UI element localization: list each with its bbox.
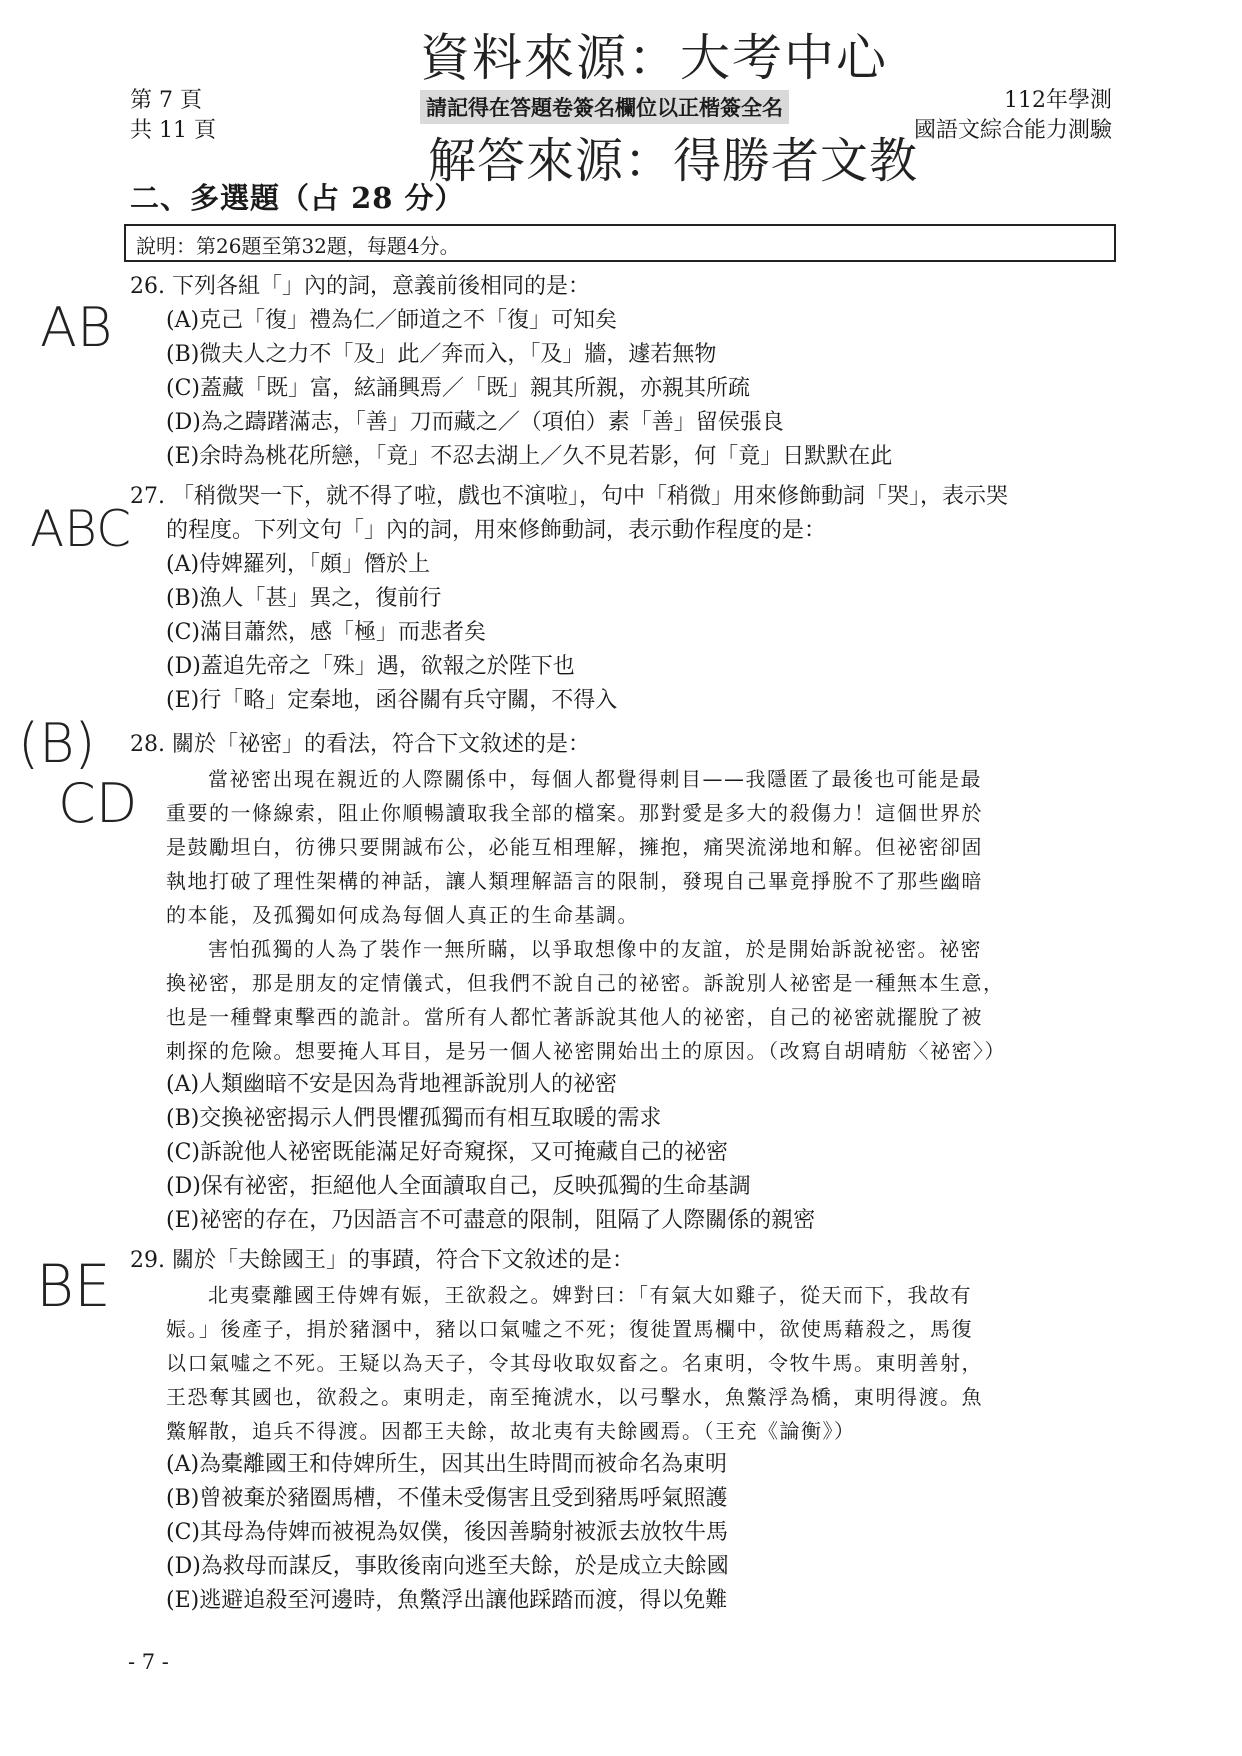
handwritten-answer-source-note: 解答來源：得勝者文教 [428, 133, 919, 189]
handwritten-source-note: 資料來源：大考中心 [420, 29, 888, 87]
option-b: (B)曾被棄於豬圈馬槽，不僅未受傷害且受到豬馬呼氣照護 [166, 1486, 728, 1511]
handwritten-answer-27: ABC [30, 500, 131, 558]
section-title: 二、多選題（占 28 分） [130, 181, 465, 215]
question-28-passage [166, 762, 1006, 1068]
passage-line: 娠。」後產子，捐於豬溷中，豬以口氣噓之不死；復徙置馬欄中，欲使馬藉殺之，馬復 [166, 1317, 973, 1341]
option-a: (A)人類幽暗不安是因為背地裡訴說別人的祕密 [166, 1072, 618, 1097]
section-note: 說明：第26題至第32題，每題4分。 [124, 224, 1116, 262]
passage-line: 王恐奪其國也，欲殺之。東明走，南至掩淲水，以弓擊水，魚鱉浮為橋，東明得渡。魚 [166, 1385, 983, 1409]
question-29-stem: 29. 關於「夫餘國王」的事蹟，符合下文敘述的是： [130, 1248, 634, 1273]
option-d: (D)保有祕密，拒絕他人全面讀取自己，反映孤獨的生命基調 [166, 1174, 751, 1199]
option-d: (D)為救母而謀反，事敗後南向逃至夫餘，於是成立夫餘國 [166, 1554, 729, 1579]
option-e: (E)祕密的存在，乃因語言不可盡意的限制，阻隔了人際關係的親密 [166, 1208, 816, 1233]
option-e: (E)行「略」定秦地，函谷關有兵守關，不得入 [166, 688, 618, 713]
question-26-options [166, 304, 892, 474]
page-total: 共 11 頁 [130, 118, 216, 143]
passage-line: 刺探的危險。想要掩人耳目，是另一個人祕密開始出土的原因。（改寫自胡晴舫〈祕密〉） [166, 1039, 1006, 1063]
question-27-stem [130, 480, 1008, 548]
passage-line: 也是一種聲東擊西的詭計。當所有人都忙著訴說其他人的祕密，自己的祕密就擺脫了被 [166, 1005, 983, 1029]
passage-line: 害怕孤獨的人為了裝作一無所瞞，以爭取想像中的友誼，於是開始訴說祕密。祕密 [208, 937, 982, 961]
question-28-options [166, 1068, 815, 1238]
option-c: (C)其母為侍婢而被視為奴僕，後因善騎射被派去放牧牛馬 [166, 1520, 729, 1545]
passage-line: 重要的一條線索，阻止你順暢讀取我全部的檔案。那對愛是多大的殺傷力！這個世界於 [166, 801, 983, 825]
signature-reminder: 請記得在答題卷簽名欄位以正楷簽全名 [420, 90, 789, 124]
stem-line: 27. 「稍微哭一下，就不得了啦，戲也不演啦」，句中「稍微」用來修飾動詞「哭」，表示哭 [130, 484, 1008, 509]
passage-line: 鱉解散，追兵不得渡。因都王夫餘，故北夷有夫餘國焉。（王充《論衡》） [166, 1419, 856, 1443]
handwritten-answer-26: AB [40, 296, 113, 359]
passage-line: 當祕密出現在親近的人際關係中，每個人都覺得刺目——我隱匿了最後也可能是最 [208, 767, 982, 791]
page-marker: - 7 - [128, 1650, 169, 1674]
option-c: (C)訴說他人祕密既能滿足好奇窺探，又可掩藏自己的祕密 [166, 1140, 729, 1165]
option-d: (D)為之躊躇滿志，「善」刀而藏之／（項伯）素「善」留侯張良 [166, 410, 784, 435]
option-a: (A)侍婢羅列，「頗」僭於上 [166, 552, 431, 577]
handwritten-answer-28-line2: CD [58, 772, 138, 835]
handwritten-answer-29: BE [36, 1252, 111, 1320]
passage-line: 執地打破了理性架構的神話，讓人類理解語言的限制，發現自己畢竟掙脫不了那些幽暗 [166, 869, 983, 893]
option-b: (B)微夫人之力不「及」此／奔而入，「及」牆，遽若無物 [166, 342, 717, 367]
option-c: (C)滿目蕭然，感「極」而悲者矣 [166, 620, 486, 645]
passage-line: 是鼓勵坦白，彷彿只要開誠布公，必能互相理解，擁抱，痛哭流涕地和解。但祕密卻固 [166, 835, 983, 859]
page-number: 第 7 頁 [130, 88, 202, 113]
question-27-options [166, 548, 617, 718]
passage-line: 換祕密，那是朋友的定情儀式，但我們不說自己的祕密。訴說別人祕密是一種無本生意， [166, 971, 1005, 995]
option-a: (A)克己「復」禮為仁／師道之不「復」可知矣 [166, 308, 618, 333]
exam-year: 112年學測 [1004, 88, 1112, 113]
passage-line: 以口氣噓之不死。王疑以為天子，令其母收取奴畜之。名東明，令牧牛馬。東明善射， [166, 1351, 983, 1375]
question-29-passage [166, 1278, 983, 1448]
option-a: (A)為橐離國王和侍婢所生，因其出生時間而被命名為東明 [166, 1452, 728, 1477]
stem-line: 的程度。下列文句「」內的詞，用來修飾動詞，表示動作程度的是： [166, 518, 827, 543]
option-d: (D)蓋追先帝之「殊」遇，欲報之於陛下也 [166, 654, 575, 679]
question-28-stem: 28. 關於「祕密」的看法，符合下文敘述的是： [130, 732, 590, 757]
option-e: (E)余時為桃花所戀，「竟」不忍去湖上／久不見若影，何「竟」日默默在此 [166, 444, 893, 469]
passage-line: 的本能，及孤獨如何成為每個人真正的生命基調。 [166, 903, 639, 927]
option-b: (B)交換祕密揭示人們畏懼孤獨而有相互取暖的需求 [166, 1106, 662, 1131]
handwritten-answer-28-line1: (B) [18, 712, 96, 775]
option-c: (C)蓋藏「既」富，絃誦興焉／「既」親其所親，亦親其所疏 [166, 376, 751, 401]
exam-subject: 國語文綜合能力測驗 [913, 118, 1112, 143]
passage-line: 北夷橐離國王侍婢有娠，王欲殺之。婢對曰：「有氣大如雞子，從天而下，我故有 [208, 1283, 972, 1307]
option-e: (E)逃避追殺至河邊時，魚鱉浮出讓他踩踏而渡，得以免難 [166, 1588, 728, 1613]
option-b: (B)漁人「甚」異之，復前行 [166, 586, 442, 611]
question-26-stem: 26. 下列各組「」內的詞，意義前後相同的是： [130, 274, 590, 299]
question-29-options [166, 1448, 729, 1618]
